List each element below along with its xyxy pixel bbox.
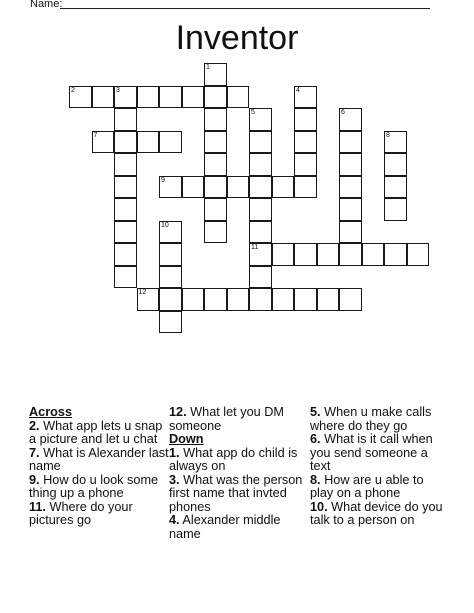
grid-cell[interactable] (159, 311, 182, 334)
grid-cell[interactable] (339, 221, 362, 244)
grid-cell[interactable] (204, 131, 227, 154)
grid-cell[interactable] (204, 198, 227, 221)
clue-number: 10 (161, 221, 169, 229)
grid-cell[interactable] (159, 221, 182, 244)
grid-cell[interactable] (249, 288, 272, 311)
grid-cell[interactable] (204, 288, 227, 311)
grid-cell[interactable] (317, 288, 340, 311)
grid-cell[interactable] (384, 131, 407, 154)
grid-cell[interactable] (249, 266, 272, 289)
grid-cell[interactable] (204, 176, 227, 199)
clue-across-9: 9. How do u look some thing up a phone (29, 472, 159, 500)
grid-cell[interactable] (159, 288, 182, 311)
grid-cell[interactable] (137, 288, 160, 311)
grid-cell[interactable] (204, 63, 227, 86)
grid-cell[interactable] (294, 153, 317, 176)
grid-cell[interactable] (204, 153, 227, 176)
grid-cell[interactable] (227, 288, 250, 311)
clue-across-11: 11. Where do your pictures go (29, 499, 133, 527)
clue-down-4: 4. Alexander middle name (169, 513, 281, 541)
grid-cell[interactable] (182, 176, 205, 199)
grid-cell[interactable] (294, 176, 317, 199)
clue-across-7: 7. What is Alexander last name (29, 445, 169, 473)
grid-cell[interactable] (182, 86, 205, 109)
grid-cell[interactable] (339, 243, 362, 266)
clue-number: 8 (386, 131, 390, 139)
grid-cell[interactable] (339, 153, 362, 176)
grid-cell[interactable] (137, 131, 160, 154)
grid-cell[interactable] (159, 176, 182, 199)
grid-cell[interactable] (339, 131, 362, 154)
clue-number: 6 (341, 109, 345, 116)
grid-cell[interactable] (249, 108, 272, 131)
clues-column-2 (169, 406, 307, 541)
clue-number: 7 (93, 131, 98, 139)
grid-cell[interactable] (407, 243, 430, 266)
grid-cell[interactable] (114, 131, 137, 154)
clue-down-8: 8. How are u able to play on a phone (310, 472, 424, 500)
grid-cell[interactable] (249, 176, 272, 199)
grid-cell[interactable] (182, 288, 205, 311)
grid-cell[interactable] (339, 176, 362, 199)
grid-cell[interactable] (114, 108, 137, 131)
grid-cell[interactable] (272, 243, 295, 266)
grid-cell[interactable] (114, 221, 137, 244)
grid-cell[interactable] (339, 198, 362, 221)
grid-cell[interactable] (249, 153, 272, 176)
grid-cell[interactable] (294, 86, 317, 109)
grid-cell[interactable] (159, 86, 182, 109)
clue-number: 1 (206, 64, 210, 71)
clue-number: 2 (71, 86, 75, 94)
across-heading: Across (29, 405, 73, 419)
grid-cell[interactable] (114, 266, 137, 289)
grid-cell[interactable] (227, 176, 250, 199)
clue-across-2: 2. What app lets u snap a picture and let u chat (29, 418, 163, 446)
name-label: Name: (30, 0, 63, 10)
grid-cell[interactable] (249, 243, 272, 266)
down-heading: Down (169, 432, 204, 446)
grid-cell[interactable] (339, 288, 362, 311)
grid-cell[interactable] (227, 86, 250, 109)
grid-cell[interactable] (294, 243, 317, 266)
grid-cell[interactable] (272, 176, 295, 199)
grid-cell[interactable] (294, 108, 317, 131)
clue-number: 5 (251, 109, 255, 116)
grid-cell[interactable] (137, 86, 160, 109)
grid-cell[interactable] (114, 198, 137, 221)
clue-number: 3 (116, 86, 120, 94)
grid-cell[interactable] (384, 243, 407, 266)
grid-cell[interactable] (204, 86, 227, 109)
grid-cell[interactable] (204, 221, 227, 244)
grid-cell[interactable] (92, 131, 115, 154)
grid-cell[interactable] (294, 131, 317, 154)
clue-down-10: 10. What device do you talk to a person on (310, 499, 443, 527)
grid-cell[interactable] (384, 153, 407, 176)
puzzle-title: Inventor (175, 19, 299, 57)
grid-cell[interactable] (69, 86, 92, 109)
clue-number: 9 (161, 176, 165, 184)
grid-cell[interactable] (114, 86, 137, 109)
clues-column-1 (29, 406, 169, 528)
grid-cell[interactable] (92, 86, 115, 109)
grid-cell[interactable] (249, 198, 272, 221)
clue-down-1: 1. What app do child is always on (169, 445, 298, 473)
clue-number: 12 (138, 289, 147, 296)
grid-cell[interactable] (249, 131, 272, 154)
grid-cell[interactable] (249, 221, 272, 244)
grid-cell[interactable] (159, 131, 182, 154)
clue-number: 4 (296, 86, 300, 94)
grid-cell[interactable] (339, 108, 362, 131)
grid-cell[interactable] (384, 176, 407, 199)
grid-cell[interactable] (159, 243, 182, 266)
grid-cell[interactable] (272, 288, 295, 311)
grid-cell[interactable] (204, 108, 227, 131)
clue-down-6: 6. What is it call when you send someone a text (310, 432, 433, 473)
clue-across-12: 12. What let you DM someone (169, 405, 284, 433)
clue-down-5: 5. When u make calls where do they go (310, 405, 432, 433)
grid-cell[interactable] (159, 266, 182, 289)
clue-down-3: 3. What was the person first name that invted phones (169, 472, 303, 514)
grid-cell[interactable] (384, 198, 407, 221)
grid-cell[interactable] (114, 153, 137, 176)
grid-cell[interactable] (114, 176, 137, 199)
clues-column-3 (310, 406, 450, 528)
grid-cell[interactable] (362, 243, 385, 266)
grid-cell[interactable] (114, 243, 137, 266)
clue-number: 11 (251, 244, 259, 251)
grid-cell[interactable] (294, 288, 317, 311)
grid-cell[interactable] (317, 243, 340, 266)
